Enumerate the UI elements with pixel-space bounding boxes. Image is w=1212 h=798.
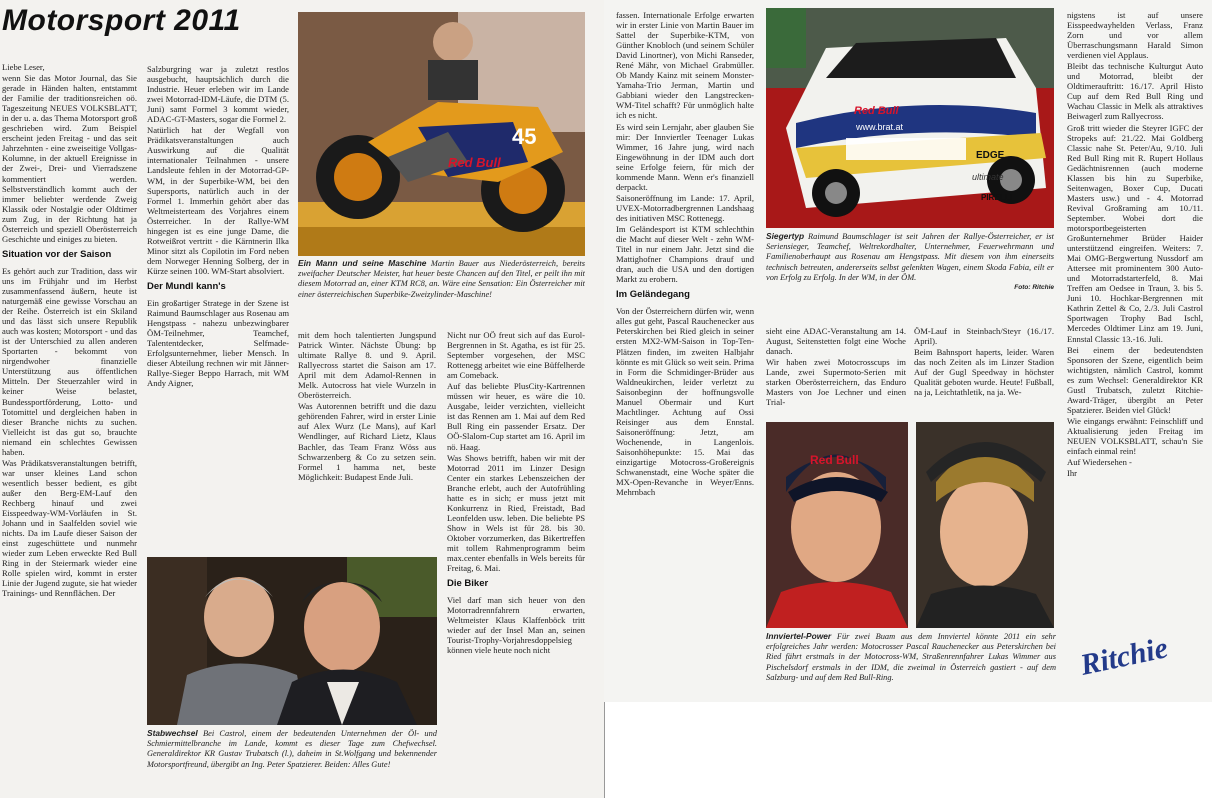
caption-lead: Innviertel-Power (766, 631, 832, 641)
paragraph: ÖM-Lauf in Steinbach/Steyr (16./17. April). (914, 326, 1054, 347)
paragraph: Salzburgring war ja zuletzt restlos ausgebucht, hauptsächlich durch die Industrie. Heuer erleben wir im Lande zwei Motorrad-IDM-Läufe, die DTM (5. Juni) samt Formel 3 kommt wieder, ADAC-GT-Masters, sogar die Formel 2. (147, 64, 289, 125)
paragraph: Was Shows betrifft, haben wir mit der Motorrad 2011 im Linzer Design Center ein starkes Lebenszeichen der Branche erlebt, auch der Autofrühling hatte es in sich; er muss jetzt mit Konkurrenz in Ried, Freistadt, Bad Leonfelden usw. leben. Die beliebte PS Show in Wels ist für 28. bis 30. Oktober vorzumerken, das Bikertreffen mit tollem Rahmenprogramm beim max.center ebenfalls in Wels bereits für Freitag, 6. Mai. (447, 452, 585, 574)
caption-text: Bei Castrol, einem der bedeutenden Unternehmen der Öl- und Schmiermittelbranche im Lande, kommt es dieser Tage zum Chefwechsel. Generaldirektor KR Gustav Trubatsch (l.), daheim in St.Wolfgang und bekennender Motorsportfreund, übergibt an Ing. Peter Spatzierer. Beiden: Alles Gute! (147, 729, 437, 769)
caption-text: Raimund Baumschlager ist seit Jahren der Rallye-Österreicher, er ist Seriensieger, Teamchef, Weltrekordhalter, Unternehmer, Feuerwehrmann und Familienoberhaupt aus Rosenau am Hengstpass. Mit diesem von ihm einerseits technisch betreuten, andererseits selbst gelenkten Wagen, einem Skoda Fabia, eilt er von Erfolg zu Erfolg. In der WM, in der ÖM. (766, 232, 1054, 282)
paragraph: Beim Bahnsport haperts, leider. Waren das noch Zeiten als im Linzer Stadion Auf der Gugl Speedway in höchster Qualität geboten wurde. Heute! Fußball, na ja, Leichtathletik, na ja. We- (914, 347, 1054, 398)
paragraph: Ihr (1067, 468, 1078, 479)
paragraph: Was Prädikatsveranstaltungen betrifft, war unser kleines Land schon wesentlich besser bedient, es gibt außer den Berg-EM-Lauf den Rechberg hinauf und zwei Eisspeedway-WM-Vorläufen in St. Johann und in Saalfelden soviel wie nichts. Da im Laufe dieser Saison der einst zugeschüttete und nunmehr wieder zum Leben erweckte Red Bull Ring in der Steiermark wieder eine Rolle spielen wird, kommt in erster Linie der Jugend zugute, sie hat wieder Trainings- und Rennflächen. Der (2, 457, 137, 599)
paragraph: Saisoneröffnung im Lande: 17. April, UVEX-Motorradbergrennen Landshaag des initiativen MSC Rottenegg. (616, 192, 754, 223)
paragraph: Auf Wiedersehen - (1067, 457, 1132, 468)
car-url-text: www.brat.at (856, 122, 904, 132)
photo-motorcycle (298, 12, 585, 256)
caption-rally-car (766, 231, 1054, 305)
column-6 (766, 326, 906, 416)
paragraph: Groß tritt wieder die Steyrer IGFC der Stropeks auf: 21./22. Mai Goldberg Classic nahe St. Peter/Au, 9./10. Juli Red Bull Ring mit R. Rupert Hollaus Gedächtnisrennen (auch moderne Klassen bis hin zu Superbike, Seitenwagen, Boxer Cup, Ducati Masters usw.) und - 4. Motorrad Revival Großraming am 10./11. September. Wobei dort die motorsportbegeisterten Großunternehmer Brüder Haider unterstützend eingreifen. Weiters: 7. Mai OMG-Bergwertung Nussdorf am Attersee mit prominentem 300 Auto- und Motorradstarterfeld, 8. Mai Treffen am Oedsee in Traun, 3. bis 5. Juni 10. Hochkar-Bergrennen mit Kathrin Zettel & Co, 2./3. Juli Castrol Sportwagen Trophy Bad Ischl, Mercedes Oldtimer Linz am 19. Juni, Ennstal Classic 13.-16. Juli. (1067, 122, 1203, 344)
column-2 (147, 64, 289, 554)
paragraph: Es wird sein Lernjahr, aber glauben Sie mir: Der Innviertler Teenager Lukas Wimmer, 16 Jahre jung, wird nach Eingewöhnung in der IDM auch dort seine Erfolge feiern, für mich der kommende Mann. Wenn er's finanziell derpackt. (616, 121, 754, 192)
subheading: Situation vor der Saison (2, 248, 112, 260)
paragraph: Was Autorennen betrifft und die dazu gehörenden Fahrer, wird in erster Linie auf Alex Wurz (Le Mans), auf Karl Wendlinger, auf Richard Lietz, Klaus Bachler, das Team Franz Wöss aus Schwarzenberg & Co zu setzen sein. Formel 1 hamma net, beste Möglichkeit: Budapest Ende Juli. (298, 401, 436, 482)
paragraph: Wir haben zwei Motocrosscups im Lande, zwei Supermoto-Serien mit starken Oberösterreichern, das Enduro Masters von Joe Lechner und einen Trial- (766, 357, 906, 408)
caption-boys (766, 631, 1056, 697)
paragraph: Viel darf man sich heuer von den Motorradrennfahrern erwarten, Weltmeister Klaus Klaffenböck tritt wieder auf der Insel Man an, seinen Tourist-Trophy-Vorjahresdoppelsieg können viele heute noch nicht (447, 595, 585, 656)
paragraph: Bei einem der bedeutendsten Sponsoren der Szene, eigentlich beim wichtigsten, nämlich Castrol, kommt es zum Wechsel: Generaldirektor KR Gustl Trubatsch, zuletzt Ritchie-Award-Träger, übergibt an Peter Spatzierer. Beiden viel Glück! (1067, 344, 1203, 415)
paragraph: Bleibt das technische Kulturgut Auto und Motorrad, bleibt der Oldtimerauftritt: 16./17. April Histo Cup auf dem Red Bull Ring und Wachau Classic in Melk als attraktives Beiwagerl zum Rallyecross. (1067, 61, 1203, 122)
photo-boy-right (916, 422, 1054, 628)
paragraph: Im Geländesport ist KTM schlechthin die Macht auf dieser Welt - zehn WM-Titel in nur einem Jahr. Jetzt sind die Mattighofner Champions drauf und dran, auch die USA und den dortigen Markt zu erobern. (616, 223, 754, 285)
paragraph: Von der Österreichern dürfen wir, wenn alles gut geht, Pascal Rauchenecker aus Peterskirchen bei Ried gleich in seiner ersten MX2-WM-Saison in Top-Ten-Plätzen finden, im zweiten Halbjahr könnte es mit Glück so weit sein. Prima in Form die Schmidinger-Brüder aus Waldneukirchen, leider verletzt zu Saisonbeginn der hoffnungsvolle Manuel Obermair und Kurt Machtlinger. Achtung auf Ossi Reisinger aus dem Ennstal. Saisoneröffnung: Jetzt, am Wochenende, in Langenlois. Saisonhöhepunkte: 15. Mai das einzigartige Motocross-Großereignis Schwanenstadt, eine Woche später die MX-Open-Revanche in Weyer/Enns. Mehrnbach (616, 306, 754, 498)
column-8 (1067, 10, 1203, 654)
car-sponsor-edge: EDGE (976, 150, 1005, 161)
caption-text: Martin Bauer aus Niederösterreich, bereits zweifacher Deutscher Meister, hat heuer beste Chancen auf den Titel, er peilt ihn mit diesem Motorrad an, einer KTM RC8, an. Wäre eine Sensation: Ein Österreicher mit einer österreichischen Superbike-Zweizylinder-Maschine! (298, 259, 585, 299)
paragraph: Ein großartiger Stratege in der Szene ist Raimund Baumschlager aus Rosenau am Hengstpass - nahezu unbezwingbarer ÖM-Teilnehmer, Teamchef, Talententdecker, Selfmade-Erfolgsunternehmer, lieber Mensch. In dieser Abteilung rechnen wir mit Jänner-Rallye-Sieger Beppo Harrach, mit WM Andy Aigner, (147, 298, 289, 389)
paragraph: mit dem hoch talentierten Jungspund Patrick Winter. Nächste Übung: bp ultimate Rallye 8. und 9. April. Rallyecross startet die Saison am 17. April mit dem Adamol-Rennen in Melk. Autocross hat viele Wurzeln in Oberösterreich. (298, 330, 436, 401)
caption-two-men (147, 728, 437, 794)
caption-lead: Ein Mann und seine Maschine (298, 258, 427, 268)
paragraph: wenn Sie das Motor Journal, das Sie gerade in Händen halten, entstammt der Familie der traditionsreichen oö. Tageszeitung NEUES VOLKSBLATT, in der u. a. das Thema Motorsport groß geschrieben wird. Zum Beispiel erscheint jeden Freitag - und das seit Jahrzehnten - eine zweiseitige Vollgas-Kolumne, in der aktuell Ereignisse in der Zwei-, Drei- und Vierradszene kommentiert werden. Selbstverständlich kommt auch der immer beliebter werdende Zweig Klassik oder Nostalgie oder Oldtimer zum Zug, in der Richtung hat ja Österreich und speziell Oberösterreich Geschichte und einiges zu bieten. (2, 73, 137, 244)
bike-number: 45 (512, 124, 537, 149)
paragraph: fassen. Internationale Erfolge erwarten wir in erster Linie von Martin Bauer im Sattel der Superbike-KTM, von Günther Knobloch (und seinem Schüler David Linortner), von Michi Ranseder, René Mähr, von Michael Grabmüller. Ob Mandy Kainz mit seinem Monster-Yamaha-Trio Jerman, Martin und Gabbiani wieder den Langstrecken-WM-Titel schafft? Für unmöglich halte ich es nicht. (616, 10, 754, 121)
car-sponsor-ultimate: ultimate (972, 172, 1004, 182)
column-3 (298, 330, 436, 555)
caption-lead: Stabwechsel (147, 728, 198, 738)
rally-car-image (766, 8, 1054, 228)
paragraph: Nicht nur OÖ freut sich auf das Eurol-Bergrennen in St. Agatha, es ist für 25. September vorgesehen, der MSC Rottenegg arbeitet wie eine Büffelherde am Comeback. (447, 330, 585, 381)
paragraph: Auf das beliebte PlusCity-Kartrennen müssen wir heuer, es wäre die 10. Ausgabe, leider verzichten, vielleicht ist das Rennen am 1. Mai auf dem Red Bull Ring ein passender Ersatz. Der OÖ-Slalom-Cup startet am 16. April im nö. Haag. (447, 381, 585, 452)
column-5 (616, 10, 754, 692)
caption-text: Für zwei Buam aus dem Innviertel könnte 2011 ein sehr erfolgreiches Jahr werden: Motocrosser Pascal Rauchenecker aus Peterskirchen bei Ried fährt erstmals in der Motocross-WM, Straßenrennfahrer Lukas Wimmer aus Pischelsdorf erstmals in der IDM, die zweimal in Österreich gastiert - auf dem Salzburg- und auf dem Red Bull-Ring. (766, 632, 1056, 682)
motorcycle-image (298, 12, 585, 256)
caption-motorcycle (298, 258, 585, 318)
car-tyre-brand: PIRELLI (981, 193, 1012, 202)
paragraph: Natürlich hat der Wegfall von Prädikatsveranstaltungen auch Auswirkung auf die Qualität internationaler Teilnahmen - unsere Landsleute fehlen in der Motorrad-GP-WM, in der Superbike-WM, bei den Supersports, natürlich auch in der Formel 1. Immerhin gehört aber das Weltmeisterteam des Vorjahres einem Österreicher. In der Rallye-WM hingegen ist es eine junge Dame, die Rotweißrot vertritt - die Kärntnerin Ilka Minor sitzt als Copilotin im Ford neben dem Norweger Henning Solberg, der in Kürze seinen 100. WM-Start absolviert. (147, 125, 289, 276)
right-page (604, 0, 1212, 702)
photo-credit: Foto: Ritchie (1014, 284, 1054, 292)
photo-two-men (147, 557, 437, 725)
paragraph: Liebe Leser, (2, 62, 45, 72)
column-4 (447, 330, 585, 798)
two-men-image (147, 557, 437, 725)
photo-rally-car (766, 8, 1054, 228)
boy-left-image (766, 422, 908, 628)
cap-logo-text: Red Bull (810, 453, 859, 467)
photo-boy-left (766, 422, 908, 628)
signature: Ritchie (1077, 631, 1171, 682)
paragraph: nigstens ist auf unsere Eisspeedwayhelden Verlass, Franz Zorn und vor allem Überraschungsmann Harald Simon verdienen viel Applaus. (1067, 10, 1203, 61)
subheading: Der Mundl kann's (147, 280, 226, 292)
bike-logo-text: Red Bull (448, 155, 501, 170)
boy-right-image (916, 422, 1054, 628)
paragraph: Wie eingangs erwähnt: Feinschliff und Aktualisierung jeden Freitag im NEUEN VOLKSBLATT, schau'n Sie einfach einmal rein! (1067, 415, 1203, 457)
subheading: Die Biker (447, 578, 489, 590)
left-page (0, 0, 604, 798)
caption-lead: Siegertyp (766, 231, 805, 241)
paragraph: sieht eine ADAC-Veranstaltung am 14. August, Seitenstetten folgt eine Woche danach. (766, 326, 906, 357)
column-7 (914, 326, 1054, 416)
subheading: Im Geländegang (616, 289, 690, 301)
page-title: Motorsport 2011 (2, 4, 241, 37)
paragraph: Es gehört auch zur Tradition, dass wir uns im Frühjahr und im Herbst zusammenfassend äußern, heute ist naturgemäß eine gewisse Vorschau an der Reihe. Österreich ist ein Skiland und das lässt sich unsere Republik auch was kosten; Motorsport - und das ist der Unterschied zu allen anderen Sportarten - bekommt von nirgendwoher finanzielle Unterstützung aus öffentlichen Mitteln. Der Steuerzahler wird in keiner Weise belastet, Bundessportförderung, Lotto- und Totomittel und dergleichen haben in dieser Branche nichts zu suchen. Vielleicht ist das gut so, brauchte niemand ein schlechtes Gewissen haben. (2, 265, 137, 457)
car-logo-text: Red Bull (854, 105, 899, 117)
column-1 (2, 62, 137, 796)
